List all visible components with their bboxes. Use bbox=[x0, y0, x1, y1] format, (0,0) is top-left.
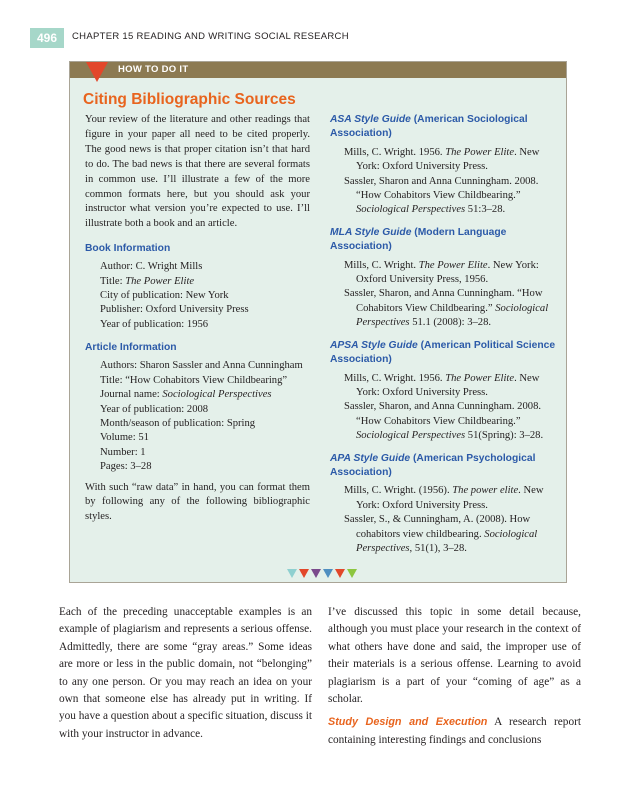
how-to-do-it-box bbox=[69, 61, 567, 583]
closing-paragraph: With such “raw data” in hand, you can format them by following any of the following bibliographic styles. bbox=[85, 481, 310, 523]
citation: Mills, C. Wright. The Power Elite. New York: Oxford University Press, 1956. bbox=[344, 259, 539, 286]
list-item: Authors: Sharon Sassler and Anna Cunningham bbox=[100, 360, 303, 372]
guide-name: ASA Style Guide bbox=[330, 114, 411, 125]
page-number: 496 bbox=[30, 28, 64, 48]
run-in-text: A research report containing interesting findings and conclusions bbox=[328, 716, 582, 746]
guide-org: (American Political Science Association) bbox=[330, 339, 556, 366]
box-header-bar bbox=[70, 62, 566, 78]
guide-org: (American Sociological Association) bbox=[330, 114, 528, 140]
chapter-running-head: CHAPTER 15 READING AND WRITING SOCIAL RESEARCH bbox=[72, 31, 349, 42]
list-item: Title: The Power Elite bbox=[100, 275, 195, 287]
list-item: Month/season of publication: Spring bbox=[100, 417, 256, 429]
list-item: Volume: 51 bbox=[100, 432, 149, 444]
body-paragraph-left: Each of the preceding unacceptable examples is an example of plagiarism and represents a serious offense. Admittedly, there are some “gray areas.” Some ideas are more or less in the public domain, not “belonging” to any one person. Or you may reach an idea on your own that someone else has already put in writing. If you have a question about a specific situation, discuss it with your instructor in advance. bbox=[59, 606, 312, 740]
citation: Sassler, Sharon, and Anna Cunningham. “How Cohabitors View Childbearing.” Sociological Perspectives 51.1 (2008): 3–28. bbox=[344, 288, 549, 329]
citation: Sassler, Sharon and Anna Cunningham. 2008. “How Cohabitors View Childbearing.” Sociological Perspectives 51:3–28. bbox=[344, 175, 539, 216]
ornament-triangle-icon bbox=[299, 569, 309, 578]
citation: Sassler, S., & Cunningham, A. (2008). How cohabitors view childbearing. Sociological Perspectives, 51(1), 3–28. bbox=[344, 514, 538, 554]
box-label: HOW TO DO IT bbox=[118, 64, 189, 75]
list-item: Publisher: Oxford University Press bbox=[100, 304, 249, 316]
book-info-list bbox=[85, 260, 310, 332]
ornament-triangle-icon bbox=[287, 569, 297, 578]
guide-org: (American Psychological Association) bbox=[330, 452, 536, 478]
citation: Mills, C. Wright. 1956. The Power Elite. New York: Oxford University Press. bbox=[344, 372, 540, 398]
ornament-triangle-icon bbox=[323, 569, 333, 578]
body-paragraph-right-text: I’ve discussed this topic in some detail because, although you must place your research in the context of what others have done and said, the improper use of their materials is a serious offense. Learning to avoid plagiarism is a part of your “coming of age” as a scholar. bbox=[328, 606, 581, 706]
list-item: Year of publication: 2008 bbox=[100, 403, 209, 415]
mla-guide-heading bbox=[330, 226, 560, 255]
citation: Sassler, Sharon, and Anna Cunningham. 2008. “How Cohabitors View Childbearing.” Sociological Perspectives 51(Spring): 3–28. bbox=[344, 401, 544, 442]
list-item: City of publication: New York bbox=[100, 290, 229, 302]
article-info-heading: Article Information bbox=[85, 342, 177, 354]
box-right-column bbox=[330, 113, 560, 556]
ornament-triangles bbox=[287, 569, 357, 579]
run-in-heading: Study Design and Execution bbox=[328, 716, 488, 729]
intro-paragraph: Your review of the literature and other readings that figure in your paper all need to be cited properly. The good news is that proper citation isn’t that hard to do. The bad news is that there are several formats in common use. I’ll illustrate a few of the more common formats here, but you should ask your instructor what version you’re expected to use. I’ll illustrate both a book and an article. bbox=[85, 114, 310, 230]
list-item: Journal name: Sociological Perspectives bbox=[100, 389, 272, 401]
article-info-list bbox=[85, 359, 310, 474]
ornament-triangle-icon bbox=[347, 569, 357, 578]
apa-guide-heading bbox=[330, 452, 560, 481]
ornament-triangle-icon bbox=[311, 569, 321, 578]
guide-name: APA Style Guide bbox=[330, 452, 411, 464]
book-info-heading: Book Information bbox=[85, 243, 171, 255]
guide-org: (Modern Language Association) bbox=[330, 226, 507, 253]
box-left-column bbox=[85, 113, 310, 525]
citation: Mills, C. Wright. 1956. The Power Elite. New York: Oxford University Press. bbox=[344, 146, 540, 173]
box-title: Citing Bibliographic Sources bbox=[83, 91, 296, 108]
list-item: Year of publication: 1956 bbox=[100, 318, 209, 330]
asa-guide-heading bbox=[330, 113, 560, 142]
ornament-triangle-icon bbox=[335, 569, 345, 578]
apsa-guide-heading bbox=[330, 339, 560, 368]
list-item: Pages: 3–28 bbox=[100, 461, 152, 473]
triangle-marker-icon bbox=[86, 62, 108, 82]
list-item: Title: “How Cohabitors View Childbearing” bbox=[100, 374, 288, 386]
list-item: Number: 1 bbox=[100, 446, 146, 458]
citation: Mills, C. Wright. (1956). The power elite. New York: Oxford University Press. bbox=[344, 485, 544, 511]
list-item: Author: C. Wright Mills bbox=[100, 261, 203, 273]
guide-name: APSA Style Guide bbox=[330, 339, 418, 351]
body-paragraph-right bbox=[328, 604, 581, 749]
guide-name: MLA Style Guide bbox=[330, 226, 412, 238]
